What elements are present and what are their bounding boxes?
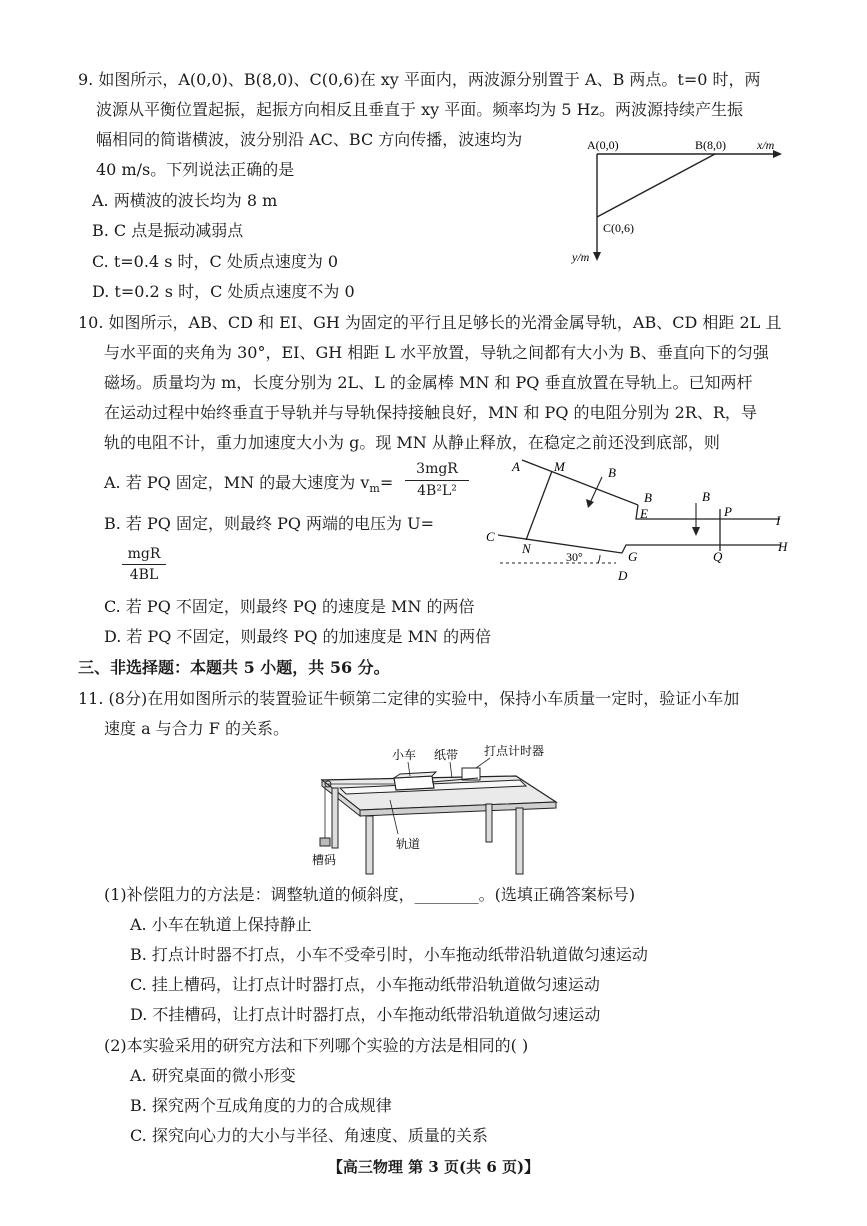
q10-fig-label-q: Q (713, 549, 723, 564)
q10-option-c: C. 若 PQ 不固定，则最终 PQ 的速度是 MN 的两倍 (104, 597, 475, 616)
q11-part-1-option-a: A. 小车在轨道上保持静止 (130, 915, 312, 934)
q10-option-a (104, 472, 393, 500)
q10-rail-figure (480, 455, 800, 590)
q9-option-c: C. t=0.4 s 时，C 处质点速度为 0 (92, 252, 339, 271)
q9-option-b: B. C 点是振动减弱点 (92, 221, 244, 240)
q9-line-2: 波源从平衡位置起振，起振方向相反且垂直于 xy 平面。频率均为 5 Hz。两波源持续产生振 (96, 100, 743, 119)
q10-fig-label-b2: B (702, 489, 710, 504)
q11-part-2-option-a: A. 研究桌面的微小形变 (130, 1066, 296, 1085)
q10-fig-label-d: D (618, 568, 628, 583)
q11-part-1-option-c: C. 挂上槽码，让打点计时器打点，小车拖动纸带沿轨道做匀速运动 (130, 975, 600, 994)
q10-option-a-text: A. 若 PQ 固定，MN 的最大速度为 v (104, 473, 370, 492)
q10-line-1: 10. 如图所示，AB、CD 和 EI、GH 为固定的平行且足够长的光滑金属导轨，AB、CD 相距 2L 且 (78, 313, 782, 332)
q9-fig-label-c: C(0,6) (603, 221, 634, 235)
q10-option-b-fraction-bar (122, 564, 166, 565)
q10-option-a-subscript: m (369, 482, 380, 495)
q10-fig-label-b: B (644, 490, 652, 505)
q10-line-4: 在运动过程中始终垂直于导轨并与导轨保持接触良好，MN 和 PQ 的电阻分别为 2R、R，导 (104, 403, 757, 422)
q9-fig-label-b: B(8,0) (695, 138, 726, 152)
q9-fig-label-y: y/m (572, 250, 590, 264)
q11-fig-label-track: 轨道 (396, 837, 421, 851)
q10-option-b: B. 若 PQ 固定，则最终 PQ 两端的电压为 U= (104, 514, 435, 533)
q10-option-b-numerator: mgR (127, 546, 161, 562)
q10-fig-label-c: C (486, 529, 495, 544)
q10-fig-label-angle: 30° (566, 550, 583, 564)
q10-fig-label-m: M (554, 459, 565, 474)
q11-part-2-option-c: C. 探究向心力的大小与半径、角速度、质量的关系 (130, 1126, 488, 1145)
section-3-heading: 三、非选择题：本题共 5 小题，共 56 分。 (78, 658, 390, 677)
q10-line-2: 与水平面的夹角为 30°，EI、GH 相距 L 水平放置，导轨之间都有大小为 B、垂直向下的匀强 (104, 343, 769, 362)
q9-option-a: A. 两横波的波长均为 8 m (92, 191, 278, 210)
q10-option-a-equals: = (379, 473, 394, 492)
q11-apparatus-figure (300, 742, 570, 877)
q11-fig-label-timer: 打点计时器 (484, 744, 545, 758)
q10-line-3: 磁场。质量均为 m，长度分别为 2L、L 的金属棒 MN 和 PQ 垂直放置在导轨上。已知两杆 (104, 373, 753, 392)
q9-fig-label-x: x/m (757, 138, 775, 152)
q10-fig-label-i: I (776, 513, 781, 528)
q9-line-1: 9. 如图所示，A(0,0)、B(8,0)、C(0,6)在 xy 平面内，两波源分别置于 A、B 两点。t=0 时，两 (78, 70, 761, 89)
q9-line-4: 40 m/s。下列说法正确的是 (96, 160, 295, 179)
q10-option-b-denominator: 4BL (129, 567, 159, 583)
q11-fig-label-car: 小车 (392, 748, 417, 762)
q11-part-1: (1)补偿阻力的方法是：调整轨道的倾斜度，________。(选填正确答案标号) (104, 885, 636, 904)
q11-part-1-option-b: B. 打点计时器不打点，小车不受牵引时，小车拖动纸带沿轨道做匀速运动 (130, 945, 648, 964)
q10-fig-label-g: G (628, 549, 638, 564)
q11-fig-label-tape: 纸带 (434, 748, 459, 762)
q10-fig-label-h: H (778, 539, 788, 554)
q10-option-d: D. 若 PQ 不固定，则最终 PQ 的加速度是 MN 的两倍 (104, 627, 492, 646)
q10-option-a-denominator: 4B²L² (417, 483, 457, 499)
q9-coordinate-figure (560, 130, 790, 270)
q10-option-a-fraction-bar (405, 480, 469, 481)
q11-fig-label-weight: 槽码 (312, 853, 337, 867)
q11-line-1: 11. (8分)在用如图所示的装置验证牛顿第二定律的实验中，保持小车质量一定时，验证小车加 (78, 689, 740, 708)
q10-fig-label-n: N (522, 541, 531, 556)
q11-part-2-option-b: B. 探究两个互成角度的力的合成规律 (130, 1096, 392, 1115)
q10-fig-label-p: P (724, 504, 732, 519)
page-footer: 【高三物理 第 3 页(共 6 页)】 (327, 1158, 540, 1176)
q10-option-a-numerator: 3mgR (416, 461, 458, 477)
q11-part-2: (2)本实验采用的研究方法和下列哪个实验的方法是相同的( ) (104, 1036, 529, 1055)
q11-line-2: 速度 a 与合力 F 的关系。 (104, 719, 289, 738)
q10-line-5: 轨的电阻不计，重力加速度大小为 g。现 MN 从静止释放，在稳定之前还没到底部，则 (104, 433, 720, 452)
q10-fig-label-b-field: B (608, 465, 616, 480)
q9-fig-label-a: A(0,0) (587, 138, 619, 152)
q9-line-3: 幅相同的简谐横波，波分别沿 AC、BC 方向传播，波速均为 (96, 130, 523, 149)
q10-fig-label-e: E (640, 506, 648, 521)
q10-fig-label-a: A (512, 459, 520, 474)
q9-option-d: D. t=0.2 s 时，C 处质点速度不为 0 (92, 282, 355, 301)
q11-part-1-option-d: D. 不挂槽码，让打点计时器打点，小车拖动纸带沿轨道做匀速运动 (130, 1005, 601, 1024)
